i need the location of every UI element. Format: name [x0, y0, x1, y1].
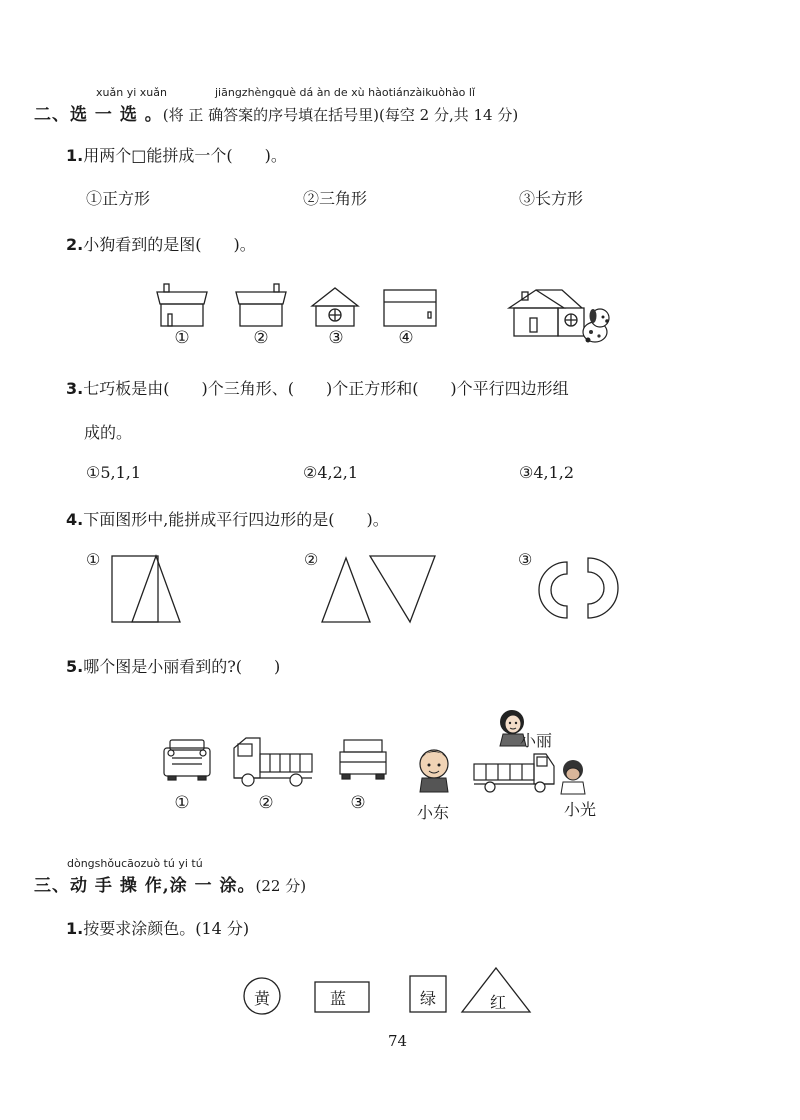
- q2-label-1: ①: [174, 328, 190, 348]
- q2-text: 小狗看到的是图( )。: [83, 235, 256, 254]
- q1-stem: [66, 143, 287, 166]
- section2-pinyin-1: xuǎn yi xuǎn: [96, 86, 167, 99]
- q4-label-1: ①: [86, 550, 101, 569]
- house-view-3: [312, 288, 358, 326]
- shape-label-red: 红: [490, 993, 507, 1012]
- section2-title: 二、选 一 选 。: [34, 105, 163, 125]
- scene-truck: [474, 754, 554, 792]
- section2-note: (将 正 确答案的序号填在括号里)(每空 2 分,共 14 分): [162, 106, 519, 124]
- q2-label-4: ④: [398, 328, 414, 348]
- section2-heading: [34, 100, 518, 125]
- q5-number: 5.: [66, 657, 84, 676]
- q4-figure: [100, 548, 640, 628]
- q5-text: 哪个图是小丽看到的?( ): [83, 657, 281, 676]
- q1-option-2[interactable]: ②三角形: [303, 189, 368, 208]
- q4-number: 4.: [66, 510, 84, 529]
- q3-option-1[interactable]: ①5,1,1: [86, 463, 142, 482]
- page-number: 74: [388, 1032, 408, 1050]
- q3-number: 3.: [66, 379, 84, 398]
- q4-label-2: ②: [304, 550, 319, 569]
- shape-label-blue: 蓝: [330, 989, 347, 1008]
- q4-stem: [66, 507, 389, 530]
- s3q1-stem: [66, 916, 249, 939]
- q3-text-line2: 成的。: [84, 423, 133, 442]
- q2-label-3: ③: [328, 328, 344, 348]
- q2-number: 2.: [66, 235, 84, 254]
- truck-front-view: [164, 740, 210, 780]
- reference-house: [509, 290, 584, 336]
- q3-option-3[interactable]: ③4,1,2: [519, 463, 575, 482]
- q4-shape-2: [322, 556, 435, 622]
- section3-title: 三、动 手 操 作,涂 一 涂。: [34, 876, 256, 896]
- xiaodong-icon: [420, 750, 448, 792]
- section3-header: [34, 871, 306, 896]
- house-view-2: [236, 284, 286, 326]
- q1-option-1[interactable]: ①正方形: [86, 189, 151, 208]
- q5-label-2: ②: [258, 793, 274, 813]
- q3-text-line1: 七巧板是由( )个三角形、( )个正方形和( )个平行四边形组: [83, 379, 569, 398]
- q2-figure: [152, 280, 622, 360]
- q4-text: 下面图形中,能拼成平行四边形的是( )。: [83, 510, 389, 529]
- truck-back-view: [340, 740, 386, 779]
- q5-figure: [160, 700, 620, 830]
- section2-pinyin-2: jiāngzhèngquè dá àn de xù hàotiánzàikuòhào lǐ: [215, 86, 476, 99]
- section3-pinyin: dòngshǒucāozuò tú yi tú: [67, 857, 203, 870]
- shape-label-yellow: 黄: [254, 989, 271, 1008]
- s3q1-text: 按要求涂颜色。(14 分): [83, 919, 250, 938]
- q4-shape-3: [539, 558, 618, 618]
- shape-label-green: 绿: [420, 989, 437, 1008]
- q5-label-1: ①: [174, 793, 190, 813]
- q5-name-xiaodong: 小东: [417, 803, 450, 822]
- q2-stem: [66, 232, 256, 255]
- q4-shape-1: [112, 556, 180, 622]
- q4-label-3: ③: [518, 550, 533, 569]
- truck-side-view: [234, 738, 312, 786]
- q1-text: 用两个□能拼成一个( )。: [83, 146, 287, 165]
- xiaoguang-icon: [561, 760, 585, 794]
- s3q1-number: 1.: [66, 919, 84, 938]
- q2-label-2: ②: [253, 328, 269, 348]
- dog-icon: [583, 309, 609, 343]
- q1-option-3[interactable]: ③长方形: [519, 189, 584, 208]
- q3-stem: [66, 376, 569, 399]
- q5-stem: [66, 654, 280, 677]
- house-view-1: [157, 284, 207, 326]
- q5-label-3: ③: [350, 793, 366, 813]
- q3-option-2[interactable]: ②4,2,1: [303, 463, 359, 482]
- q5-name-xiaoli: 小丽: [520, 731, 553, 750]
- section3-note: (22 分): [255, 877, 307, 895]
- house-view-4: [384, 290, 436, 326]
- q5-name-xiaoguang: 小光: [564, 800, 597, 819]
- q1-number: 1.: [66, 146, 84, 165]
